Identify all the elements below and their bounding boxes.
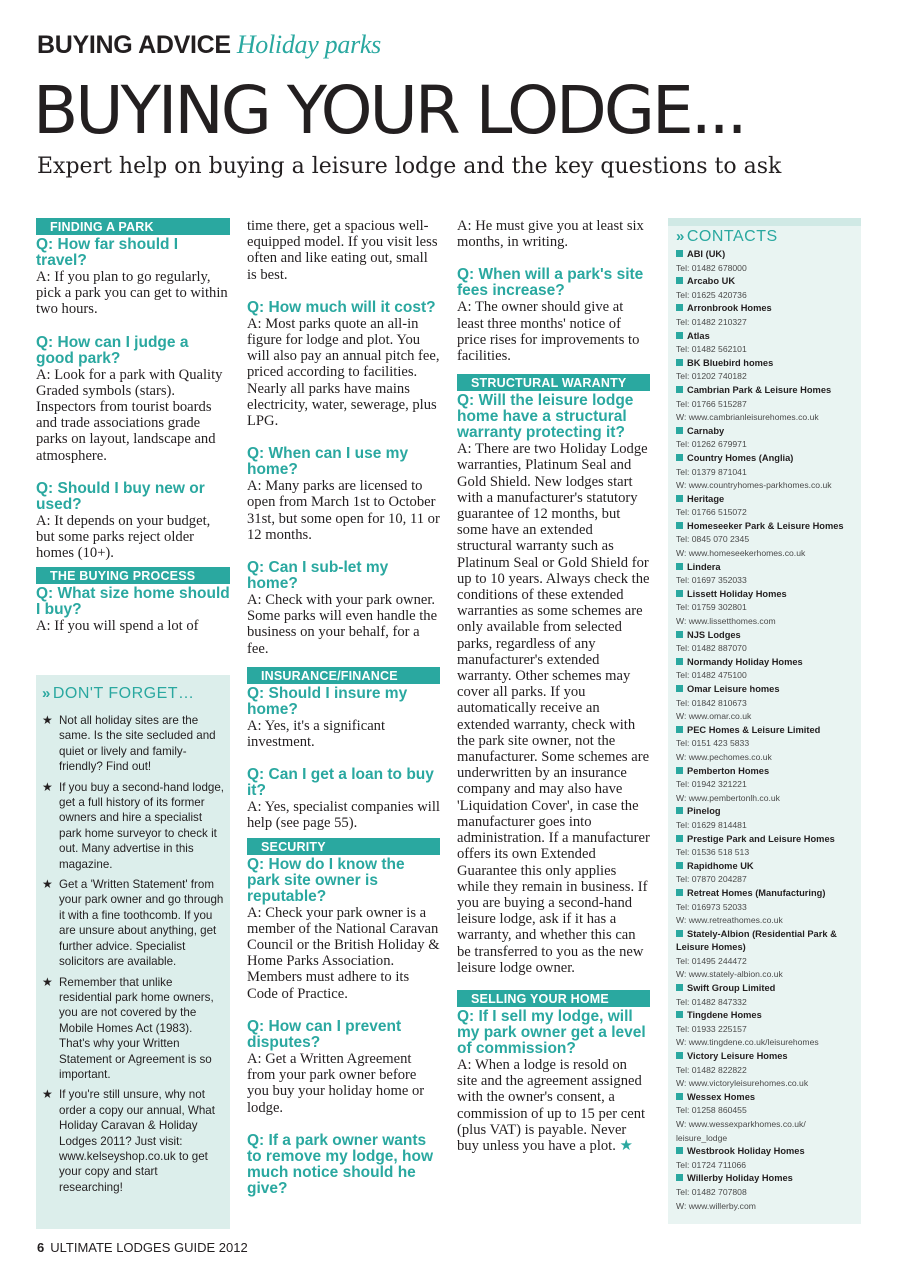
answer: A: Look for a park with Quality Graded symbols (stars). Inspectors from tourist boards and trade associations grade parks on layout, landscape and atmosphere. — [36, 366, 223, 464]
answer: A: There are two Holiday Lodge warranties, Platinum Seal and Gold Shield. New lodges start with a manufacturer's statutory guarantee of 12 months, but some have an extended structural warranty such as Platinum Seal or Gold Shield for up to 10 years. Always check the conditions of these extended warranties as some schemes are only available from selected parks, regardless of any manufacturer's extended warranty. Other schemes may cover all parks. If you automatically receive an extended warranty, check with the park site owner, not the manufacturer. Some schemes are underwritten by an insurance company and may also have 'Liquidation Cover', in case the manufacturer goes into administration. If a manufacturer offers its own Extended Guarantee this only applies while they remain in business. If you are buying a second-hand leisure lodge, ask if it has a warranty, and whether this can be transferred to you as the new leisure lodge owner. — [457, 441, 650, 976]
answer: A: If you will spend a lot of — [36, 618, 199, 635]
square-bullet-icon — [676, 807, 683, 814]
column-3 — [457, 218, 650, 1154]
star-icon: ★ — [42, 974, 53, 989]
contact-name: Cambrian Park & Leisure Homes — [676, 384, 853, 398]
contact-name: Normandy Holiday Homes — [676, 656, 853, 670]
tip-text: If you're still unsure, why not order a copy our annual, What Holiday Caravan & Holiday Lodges 2011? Just visit: www.kelseyshop.co.uk to get your copy and start researching! — [59, 1088, 215, 1194]
square-bullet-icon — [676, 1147, 683, 1154]
question: Q: If I sell my lodge, will my park owner get a level of commission? — [457, 1007, 646, 1057]
publication-name: ULTIMATE LODGES GUIDE 2012 — [50, 1240, 248, 1255]
contact-detail: Tel: 01697 352033 — [676, 575, 747, 586]
contact-detail: Tel: 01625 420736 — [676, 289, 747, 300]
contact-name: Atlas — [676, 330, 853, 344]
contact-detail: Tel: 01482 822822 — [676, 1064, 747, 1075]
page-number: 6 — [37, 1240, 45, 1255]
contact-detail: Tel: 016973 52033 — [676, 901, 747, 912]
double-chevron-icon: » — [676, 228, 685, 245]
contact-detail: W: www.lissetthomes.com — [676, 616, 776, 627]
question: Q: What size home should I buy? — [36, 585, 230, 619]
contact-detail: Tel: 01536 518 513 — [676, 847, 750, 858]
contact-name: Arcabo UK — [676, 275, 853, 289]
tip-item — [42, 1087, 224, 1195]
square-bullet-icon — [676, 658, 683, 665]
contact-detail: Tel: 01482 562101 — [676, 344, 747, 355]
square-bullet-icon — [676, 930, 683, 937]
column-1 — [36, 218, 230, 635]
contact-name: Pinelog — [676, 805, 853, 819]
square-bullet-icon — [676, 1093, 683, 1100]
contact-detail: Tel: 01482 847332 — [676, 996, 747, 1007]
contact-item — [676, 561, 853, 588]
question: Q: Will the leisure lodge home have a structural warranty protecting it? — [457, 392, 634, 442]
contacts-heading: » CONTACTS — [676, 228, 778, 245]
subsection-label: Holiday parks — [236, 30, 381, 59]
contact-detail: Tel: 01482 887070 — [676, 643, 747, 654]
star-icon: ★ — [42, 779, 53, 794]
contact-detail: leisure_lodge — [676, 1132, 728, 1143]
square-bullet-icon — [676, 726, 683, 733]
contact-name: Prestige Park and Leisure Homes — [676, 833, 853, 847]
square-bullet-icon — [676, 1052, 683, 1059]
contact-item — [676, 588, 853, 629]
contact-detail: W: www.retreathomes.co.uk — [676, 915, 783, 926]
contact-name: Omar Leisure homes — [676, 683, 853, 697]
square-bullet-icon — [676, 522, 683, 529]
page-title: BUYING YOUR LODGE... — [33, 72, 745, 149]
contact-item — [676, 805, 853, 832]
answer: A: Yes, it's a significant investment. — [247, 717, 386, 751]
answer: A: Get a Written Agreement from your park owner before you buy your holiday home or lodge. — [247, 1050, 425, 1116]
column-2 — [247, 218, 440, 1197]
contact-name: Heritage — [676, 493, 853, 507]
answer: A: The owner should give at least three months' notice of price rises for improvements to facilities. — [457, 299, 640, 365]
square-bullet-icon — [676, 590, 683, 597]
contact-name: Arronbrook Homes — [676, 302, 853, 316]
contact-detail: Tel: 01724 711066 — [676, 1159, 747, 1170]
contact-item — [676, 928, 853, 982]
contact-detail: W: www.willerby.com — [676, 1200, 756, 1211]
dont-forget-box — [36, 675, 230, 1229]
section-heading-buying-process: THE BUYING PROCESS — [36, 567, 230, 584]
question: Q: Should I buy new or used? — [36, 479, 205, 513]
square-bullet-icon — [676, 835, 683, 842]
square-bullet-icon — [676, 563, 683, 570]
square-bullet-icon — [676, 495, 683, 502]
contact-detail: Tel: 01495 244472 — [676, 955, 747, 966]
contact-item — [676, 982, 853, 1009]
contact-item — [676, 302, 853, 329]
tip-text: If you buy a second-hand lodge, get a full history of its former owners and hire a specialist park home surveyor to check it out. Many advertise in this magazine. — [59, 780, 225, 871]
contact-detail: Tel: 01482 475100 — [676, 670, 747, 681]
contact-name: NJS Lodges — [676, 629, 853, 643]
question: Q: When will a park's site fees increase? — [457, 266, 644, 300]
end-star-icon: ★ — [619, 1137, 633, 1154]
question: Q: How can I prevent disputes? — [247, 1017, 402, 1051]
contacts-top-bar — [668, 218, 861, 226]
contact-item — [676, 1091, 853, 1145]
section-heading-structural-warranty: STRUCTURAL WARANTY — [457, 374, 650, 391]
square-bullet-icon — [676, 359, 683, 366]
section-heading-finding-a-park: FINDING A PARK — [36, 218, 230, 235]
contact-detail: Tel: 07870 204287 — [676, 874, 747, 885]
star-icon: ★ — [42, 713, 53, 727]
contact-list — [676, 248, 853, 1213]
contact-detail: Tel: 01482 678000 — [676, 262, 747, 273]
contact-item — [676, 656, 853, 683]
star-icon: ★ — [42, 877, 53, 892]
square-bullet-icon — [676, 1174, 683, 1181]
answer: A: Many parks are licensed to open from March 1st to October 31st, but some open for 10, 11 or 12 months. — [247, 478, 440, 543]
answer-continued: A: He must give you at least six months, in writing. — [457, 218, 644, 251]
contact-detail: Tel: 01629 814481 — [676, 819, 747, 830]
contact-detail: Tel: 01482 707808 — [676, 1186, 747, 1197]
square-bullet-icon — [676, 427, 683, 434]
contact-detail: Tel: 01933 225157 — [676, 1023, 747, 1034]
contact-name: Rapidhome UK — [676, 860, 853, 874]
contact-item — [676, 724, 853, 765]
square-bullet-icon — [676, 889, 683, 896]
contact-item — [676, 248, 853, 275]
contact-detail: Tel: 01766 515072 — [676, 507, 747, 518]
section-heading-selling-your-home: SELLING YOUR HOME — [457, 990, 650, 1007]
contact-detail: W: www.homeseekerhomes.co.uk — [676, 548, 806, 559]
contact-detail: Tel: 01262 679971 — [676, 439, 747, 450]
contact-name: BK Bluebird homes — [676, 357, 853, 371]
contact-name: Tingdene Homes — [676, 1009, 853, 1023]
contact-name: Retreat Homes (Manufacturing) — [676, 887, 853, 901]
contact-name: ABI (UK) — [676, 248, 853, 262]
contact-detail: W: www.cambrianleisurehomes.co.uk — [676, 412, 819, 423]
contact-name: PEC Homes & Leisure Limited — [676, 724, 853, 738]
square-bullet-icon — [676, 250, 683, 257]
contact-detail: Tel: 01759 302801 — [676, 602, 747, 613]
contact-name: Pemberton Homes — [676, 765, 853, 779]
answer: A: Most parks quote an all-in figure for lodge and plot. You will also pay an annual pitch fee, priced according to facilities. Nearly all parks have mains electricity, water, sewerage, plus LPG. — [247, 315, 440, 430]
contact-item — [676, 384, 853, 425]
contact-detail: Tel: 01258 860455 — [676, 1105, 747, 1116]
answer: A: Check your park owner is a member of the National Caravan Council or the British Holiday & Home Parks Association. Members must adhere to its Code of Practice. — [247, 904, 440, 1002]
contact-name: Westbrook Holiday Homes — [676, 1145, 853, 1159]
square-bullet-icon — [676, 386, 683, 393]
square-bullet-icon — [676, 767, 683, 774]
contact-detail: Tel: 01482 210327 — [676, 316, 747, 327]
section-label: BUYING ADVICE — [37, 31, 231, 59]
contact-detail: W: www.omar.co.uk — [676, 711, 752, 722]
question: Q: How do I know the park site owner is reputable? — [247, 855, 405, 905]
contact-detail: W: www.pembertonlh.co.uk — [676, 792, 780, 803]
tip-text: Not all holiday sites are the same. Is the site secluded and quiet or lively and family-friendly? Find out! — [59, 714, 216, 774]
tip-text: Remember that unlike residential park home owners, you are not covered by the Mobile Homes Act (1983). That's why your Written Statement or Agreement is so important. — [59, 975, 214, 1081]
contact-item — [676, 1050, 853, 1091]
tip-item — [42, 975, 224, 1083]
square-bullet-icon — [676, 304, 683, 311]
contact-detail: Tel: 01842 810673 — [676, 697, 747, 708]
dont-forget-heading: » DON'T FORGET… — [42, 685, 195, 702]
contact-name: Lindera — [676, 561, 853, 575]
question: Q: Can I get a loan to buy it? — [247, 766, 434, 800]
contact-item — [676, 425, 853, 452]
contact-name: Carnaby — [676, 425, 853, 439]
contact-name: Swift Group Limited — [676, 982, 853, 996]
contact-detail: Tel: 01766 515287 — [676, 398, 747, 409]
answer-continued: time there, get a spacious well-equipped model. If you visit less often and like eating out, small is best. — [247, 218, 438, 283]
page-footer — [37, 1240, 248, 1255]
answer: A: Check with your park owner. Some parks will even handle the business on your behalf, for a fee. — [247, 592, 438, 657]
answer: A: It depends on your budget, but some parks reject older homes (10+). — [36, 512, 211, 562]
square-bullet-icon — [676, 631, 683, 638]
section-heading-insurance-finance: INSURANCE/FINANCE — [247, 667, 440, 684]
contact-detail: W: www.countryhomes-parkhomes.co.uk — [676, 480, 832, 491]
question: Q: How can I judge a good park? — [36, 333, 189, 367]
contacts-box — [668, 218, 861, 1224]
contact-detail: Tel: 01202 740182 — [676, 371, 747, 382]
square-bullet-icon — [676, 1011, 683, 1018]
star-icon: ★ — [42, 1087, 53, 1102]
question: Q: Can I sub-let my home? — [247, 559, 389, 593]
answer: A: Yes, specialist companies will help (see page 55). — [247, 799, 440, 832]
question: Q: When can I use my home? — [247, 445, 409, 479]
contact-name: Homeseeker Park & Leisure Homes — [676, 520, 853, 534]
answer: A: When a lodge is resold on site and the agreement assigned with the owner's consent, a commission of up to 15 per cent (plus VAT) is payable. Never buy unless you have a plot. ★ — [457, 1056, 646, 1154]
contact-item — [676, 887, 853, 928]
section-heading-security: SECURITY — [247, 838, 440, 855]
double-chevron-icon: » — [42, 685, 51, 702]
contact-detail: Tel: 01942 321221 — [676, 779, 747, 790]
contact-detail: Tel: 0845 070 2345 — [676, 534, 750, 545]
contact-name: Willerby Holiday Homes — [676, 1172, 853, 1186]
contact-detail: W: www.pechomes.co.uk — [676, 751, 772, 762]
square-bullet-icon — [676, 277, 683, 284]
square-bullet-icon — [676, 332, 683, 339]
contact-item — [676, 629, 853, 656]
square-bullet-icon — [676, 454, 683, 461]
contact-name: Stately-Albion (Residential Park & Leisure Homes) — [676, 928, 837, 953]
contact-detail: Tel: 0151 423 5833 — [676, 738, 750, 749]
contact-detail: W: www.stately-albion.co.uk — [676, 969, 783, 980]
contact-name: Lissett Holiday Homes — [676, 588, 853, 602]
square-bullet-icon — [676, 685, 683, 692]
contact-item — [676, 452, 853, 493]
contact-item — [676, 330, 853, 357]
tip-text: Get a 'Written Statement' from your park owner and go through it with a fine toothcomb. If you are unsure about anything, get further advice. Specialist solicitors are available. — [59, 878, 224, 969]
contact-detail: W: www.victoryleisurehomes.co.uk — [676, 1078, 809, 1089]
contact-item — [676, 275, 853, 302]
contact-item — [676, 765, 853, 806]
contact-detail: W: www.wessexparkhomes.co.uk/ — [676, 1119, 806, 1129]
contact-name: Country Homes (Anglia) — [676, 452, 853, 466]
question: Q: Should I insure my home? — [247, 684, 408, 718]
contact-item — [676, 493, 853, 520]
contact-item — [676, 860, 853, 887]
tip-item — [42, 780, 224, 872]
contact-item — [676, 1172, 853, 1213]
contact-item — [676, 833, 853, 860]
square-bullet-icon — [676, 984, 683, 991]
question: Q: If a park owner wants to remove my lodge, how much notice should he give? — [247, 1131, 434, 1197]
contact-name: Wessex Homes — [676, 1091, 853, 1105]
standfirst: Expert help on buying a leisure lodge and the key questions to ask — [37, 154, 782, 179]
tips-list — [42, 713, 224, 1195]
tip-item — [42, 877, 224, 969]
tip-item — [42, 713, 224, 775]
question: Q: How much will it cost? — [247, 298, 436, 316]
contact-item — [676, 520, 853, 561]
question: Q: How far should I travel? — [36, 236, 179, 269]
section-header — [37, 30, 381, 60]
square-bullet-icon — [676, 862, 683, 869]
contact-name: Victory Leisure Homes — [676, 1050, 853, 1064]
contact-item — [676, 357, 853, 384]
contact-detail: Tel: 01379 871041 — [676, 466, 747, 477]
answer: A: If you plan to go regularly, pick a park you can get to within two hours. — [36, 269, 228, 318]
contact-detail: W: www.tingdene.co.uk/leisurehomes — [676, 1037, 819, 1048]
contact-item — [676, 683, 853, 724]
contact-item — [676, 1009, 853, 1050]
contact-item — [676, 1145, 853, 1172]
